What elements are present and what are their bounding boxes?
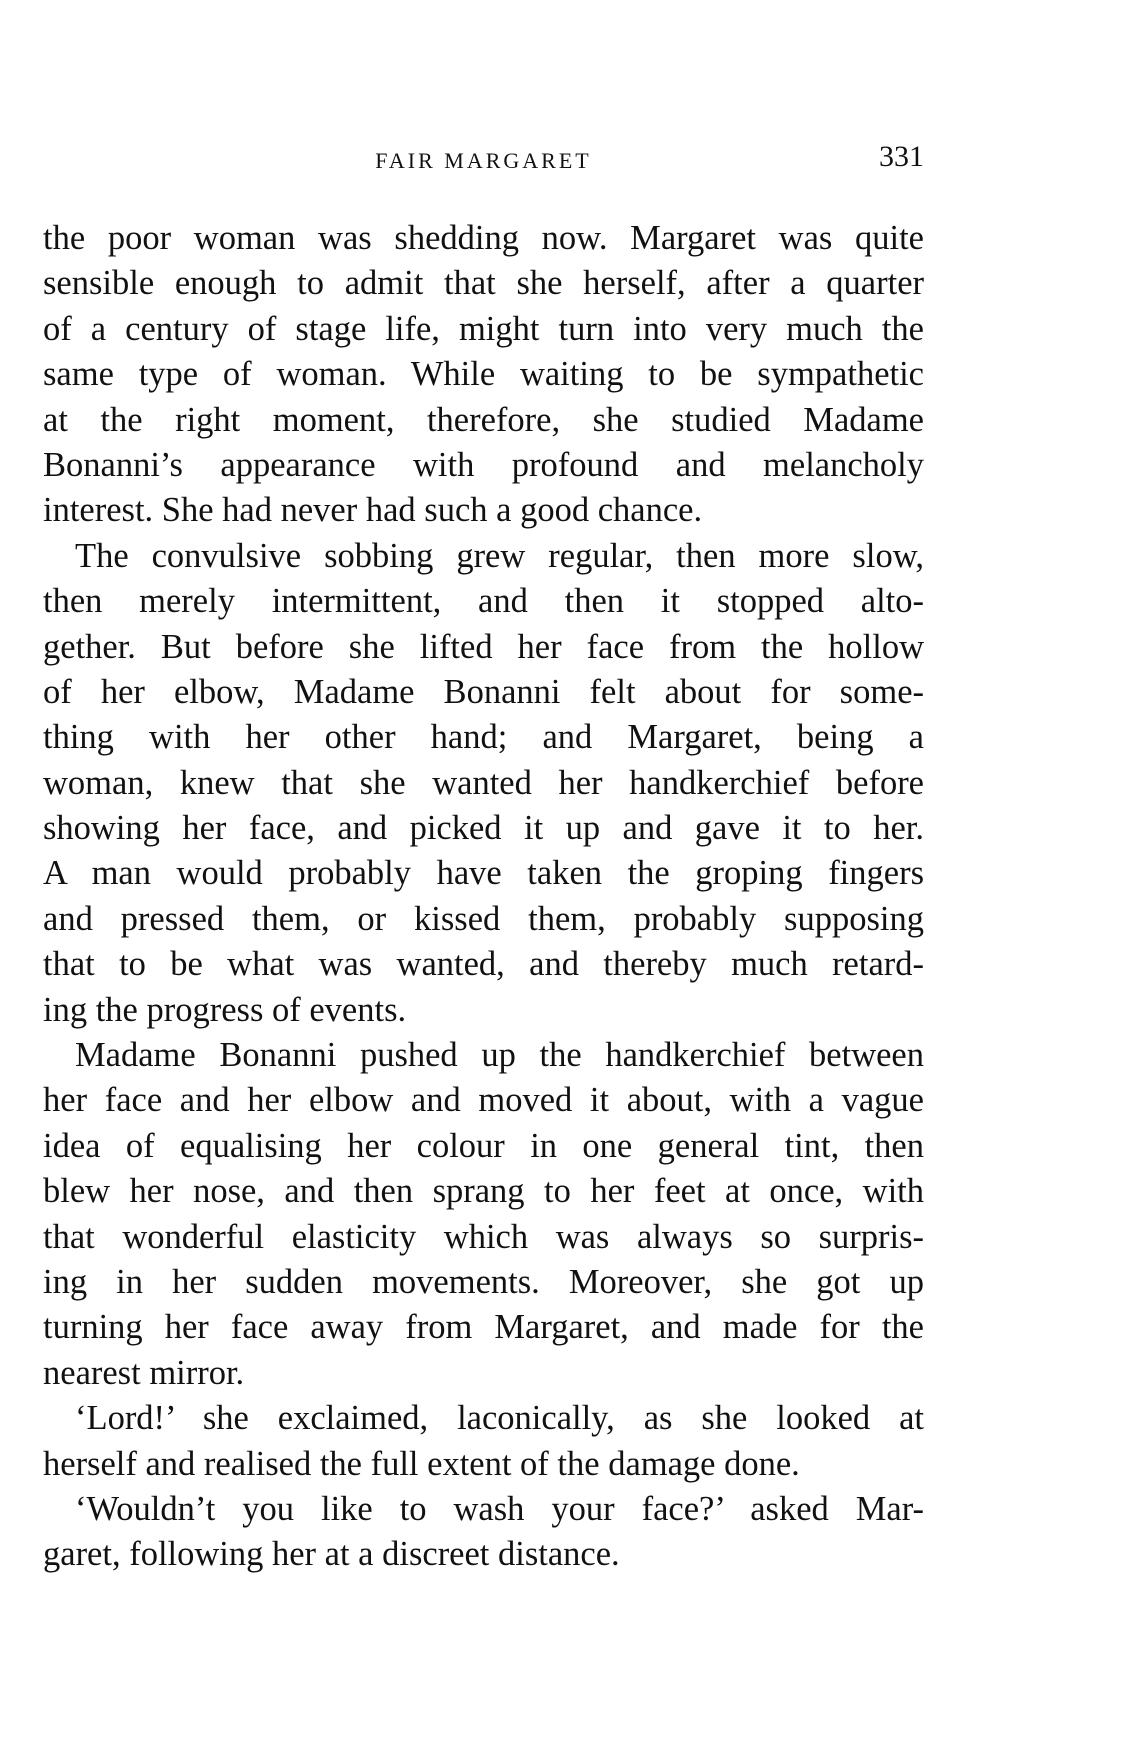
text-line: blew her nose, and then sprang to her feet at once, with	[43, 1172, 924, 1211]
text-line: idea of equalising her colour in one general tint, then	[43, 1126, 924, 1165]
paragraph-first-line: ‘Wouldn’t you like to wash your face?’ asked Mar-	[75, 1489, 924, 1528]
body-text	[43, 216, 924, 1578]
paragraph-first-line: ‘Lord!’ she exclaimed, laconically, as she looked at	[75, 1399, 924, 1438]
text-line: interest. She had never had such a good chance.	[43, 491, 703, 530]
text-line: at the right moment, therefore, she studied Madame	[43, 400, 924, 439]
text-line: turning her face away from Margaret, and made for the	[43, 1308, 924, 1347]
text-line: that to be what was wanted, and thereby much retard-	[43, 945, 924, 984]
text-line: ing in her sudden movements. Moreover, she got up	[43, 1262, 924, 1301]
text-line: thing with her other hand; and Margaret, being a	[43, 718, 924, 757]
running-title: FAIR MARGARET	[375, 148, 592, 173]
text-line: and pressed them, or kissed them, probably supposing	[43, 899, 924, 938]
paragraph-first-line: The convulsive sobbing grew regular, then more slow,	[75, 536, 924, 575]
text-line: nearest mirror.	[43, 1353, 245, 1392]
text-line: then merely intermittent, and then it stopped alto-	[43, 582, 924, 621]
text-line: A man would probably have taken the groping fingers	[43, 854, 924, 893]
text-line: of her elbow, Madame Bonanni felt about for some-	[43, 672, 924, 711]
running-head	[43, 140, 924, 180]
page-number: 331	[879, 140, 924, 173]
text-line: her face and her elbow and moved it about, with a vague	[43, 1081, 924, 1120]
text-line: showing her face, and picked it up and gave it to her.	[43, 809, 924, 848]
text-line: Bonanni’s appearance with profound and melancholy	[43, 445, 924, 484]
text-line: same type of woman. While waiting to be sympathetic	[43, 355, 924, 394]
text-line: gether. But before she lifted her face from the hollow	[43, 627, 924, 666]
text-line: the poor woman was shedding now. Margaret was quite	[43, 219, 924, 257]
text-line: woman, knew that she wanted her handkerchief before	[43, 763, 924, 802]
text-line: garet, following her at a discreet distance.	[43, 1535, 620, 1574]
paragraph-first-line: Madame Bonanni pushed up the handkerchief between	[75, 1036, 924, 1075]
text-line: herself and realised the full extent of the damage done.	[43, 1444, 800, 1483]
text-line: sensible enough to admit that she herself, after a quarter	[43, 264, 924, 303]
text-line: of a century of stage life, might turn into very much the	[43, 309, 924, 348]
text-line: that wonderful elasticity which was always so surpris-	[43, 1217, 924, 1256]
text-line: ing the progress of events.	[43, 990, 407, 1029]
